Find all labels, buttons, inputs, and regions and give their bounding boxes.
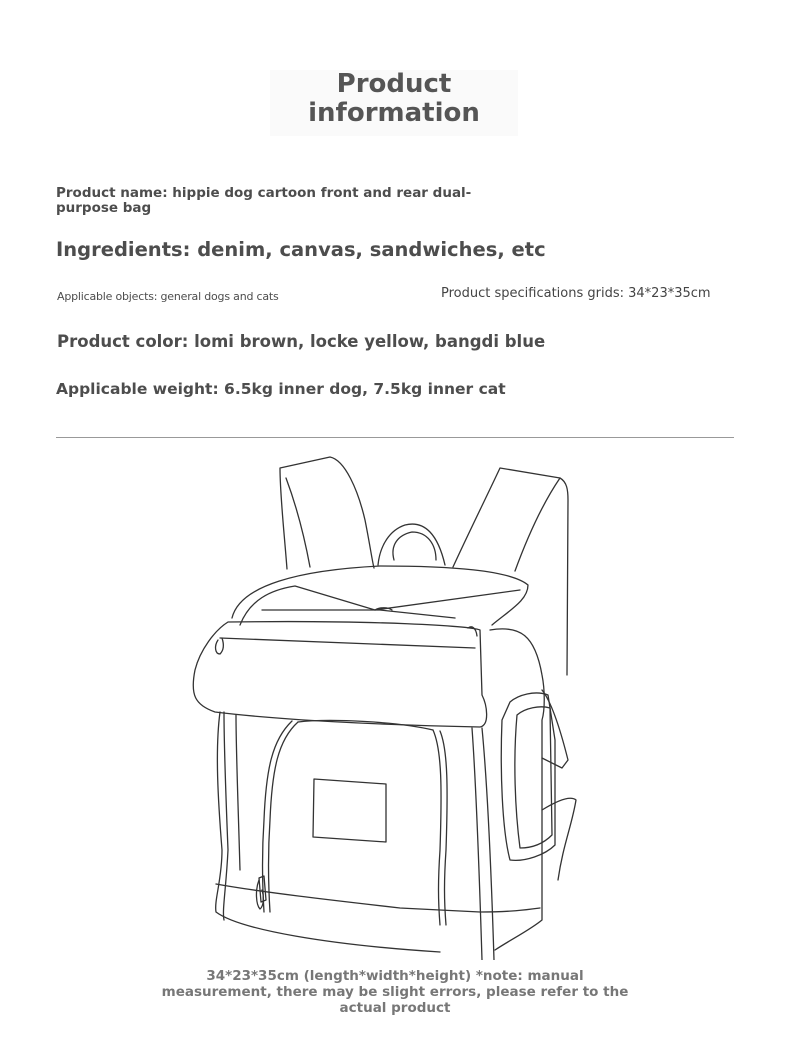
product-name: Product name: hippie dog cartoon front and rear dual-purpose bag	[56, 185, 472, 216]
product-specifications: Product specifications grids: 34*23*35cm	[441, 286, 711, 301]
measurement-note: 34*23*35cm (length*width*height) *note: manual measurement, there may be slight errors, please refer to the actual product	[161, 968, 629, 1016]
title-line-1: Product	[336, 69, 452, 99]
product-color: Product color: lomi brown, locke yellow, bangdi blue	[57, 332, 546, 351]
title-line-2: information	[308, 98, 480, 128]
backpack-icon	[180, 450, 600, 960]
ingredients: Ingredients: denim, canvas, sandwiches, etc	[56, 238, 546, 261]
applicable-objects: Applicable objects: general dogs and cats	[57, 290, 279, 303]
page-title	[270, 70, 518, 136]
divider	[56, 437, 734, 438]
applicable-weight: Applicable weight: 6.5kg inner dog, 7.5kg inner cat	[56, 380, 506, 398]
